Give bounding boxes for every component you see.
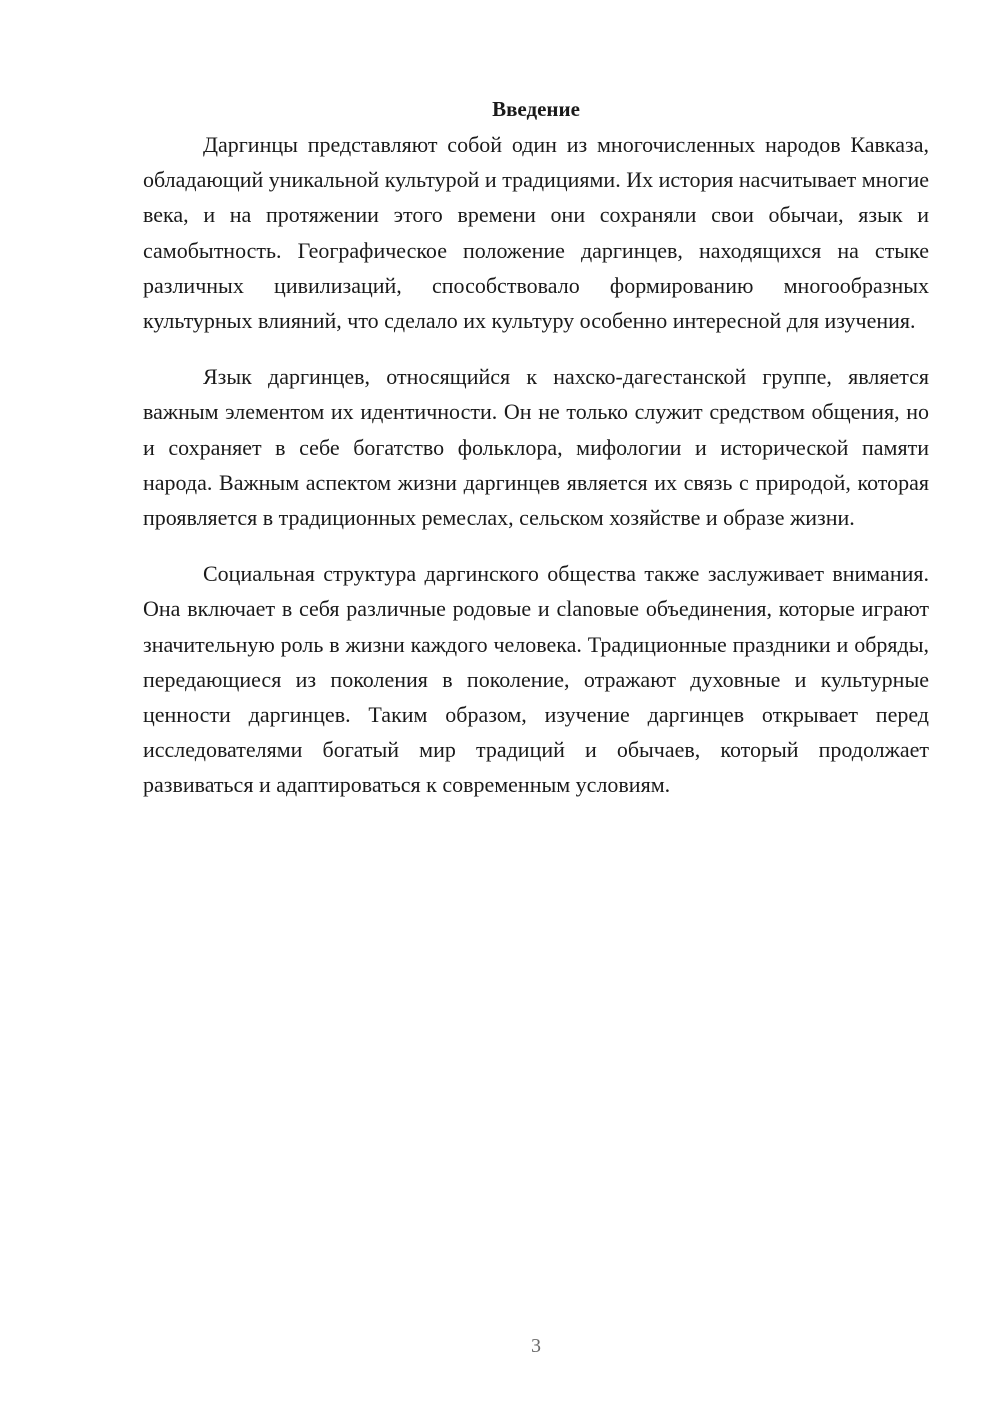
page-number: 3 [531, 1335, 541, 1357]
paragraph-3: Социальная структура даргинского общества также заслуживает внимания. Она включает в себя различные родовые и clanовые объединения, которые играют значительную роль в жизни каждого человека. Традиционные праздники и обряды, передающиеся из поколения в поколение, отражают духовные и культурные ценности даргинцев. Таким образом, изучение даргинцев открывает перед исследователями богатый мир традиций и обычаев, который продолжает развиваться и адаптироваться к современным условиям. [143, 561, 929, 798]
paragraph-2: Язык даргинцев, относящийся к нахско-дагестанской группе, является важным элементом их идентичности. Он не только служит средством общения, но и сохраняет в себе богатство фольклора, мифологии и исторической памяти народа. Важным аспектом жизни даргинцев является их связь с природой, которая проявляется в традиционных ремеслах, сельском хозяйстве и образе жизни. [143, 364, 929, 531]
section-title: Введение [492, 97, 580, 121]
page-content [143, 92, 929, 803]
paragraph-1: Даргинцы представляют собой один из многочисленных народов Кавказа, обладающий уникальной культурой и традициями. Их история насчитывает многие века, и на протяжении этого времени они сохраняли свои обычаи, язык и самобытность. Географическое положение даргинцев, находящихся на стыке различных цивилизаций, способствовало формированию многообразных культурных влияний, что сделало их культуру особенно интересной для изучения. [143, 132, 929, 334]
